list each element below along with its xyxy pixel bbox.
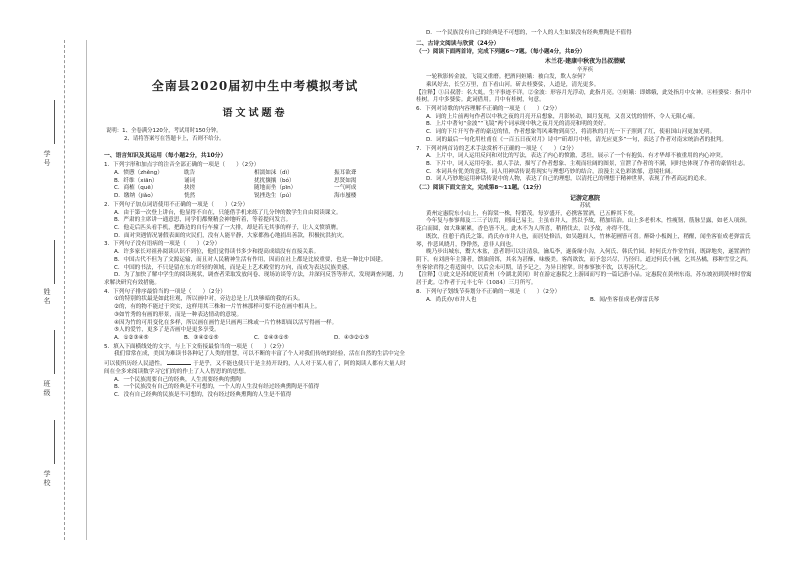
passage-part-a: 我们常常在成，美国为难读书各种记了人类的智慧，可以不断的丰富了个人对我们传统的经验，活在自然的生活中完全可以使所历经人民遗性。 [104,351,405,368]
essay-title: 记游定惠院 [569,194,600,202]
poem-author: 辛弃疾 [576,66,594,73]
question-stem: 8．下列句子划线节奏划分不正确的一项是（ ）（2分） [416,288,561,295]
choice-a: A．①②③④⑤ [114,335,149,342]
class-underline [54,330,55,374]
option-cell: 诵词 [184,177,196,184]
option-cell: 恍然 [184,193,196,200]
poem-line: 乘风好去，长空万里，直下看山河。斫去桂婆娑，人道是，清光更多。 [426,81,600,88]
exam-subtitle: 语文试题卷 [222,107,288,119]
question-stem: 5．填入下面横线处的文字，与上下文衔接最恰当的一项是（ ）（2分） [104,343,288,350]
option-b: B．下片中，词人运用夸张、拟人手法，描写了作者想象、主观而壮阔的图景，宣泄了作者的不满，同时也体现了作者的豪情壮志。 [426,161,749,168]
question-stem: 2．下列句子加点词语使用不正确的一项是（ ）（2分） [104,201,249,208]
question-stem: 3．下列句子没有语病的一项是（ ）（2分） [104,241,221,248]
option-cell: 一气呵成 [334,185,357,192]
question-3 [104,241,406,287]
question-stem: 7．下列对两首诗的艺术手法赏析不正确的一项是（ ）（2分） [416,145,577,152]
right-column [416,30,754,304]
instruction-line: 说明：1、全卷满分120分，考试用时150分钟。 [106,128,222,135]
question-6 [416,106,754,145]
question-5 [104,344,406,400]
poem-line: 一轮秋影转金波，飞镜又重磨。把酒问姮娥：被白发，欺人奈何？ [426,74,589,81]
option-b: B．严肃的主席讲一通意思，同学们都聚精会神地听着，等着提问发言。 [114,217,292,224]
option-b: B．闻/坐客崔成老/弹雷氏琴 [590,296,660,303]
option-cell: D．缴纳（jiǎo） [114,193,157,200]
instruction-line: 2、请将答案写在答题卡上，否则不给分。 [124,135,225,142]
option-grid [114,170,406,201]
school-underline [54,420,55,464]
option-a: A．许多家长对祖孙阅读认识不到位，他们觉得读书多少和提高成绩没有直接关系。 [114,249,320,256]
part-heading: （二）阅读下面文言文，完成第8～11题。（12分） [416,185,545,192]
option-a: A．尚氏亦/市井人也 [426,296,477,303]
option-cell: B．纤维（xiān） [114,177,158,184]
seal-line [86,40,87,540]
essay-paragraph: 黄州定惠院东小山上，有海棠一株，特繁茂。每岁盛开，必携客置酒，已五醉其下矣。 [426,210,639,217]
sentence-item: ③如竹秀的有画的形景，而是一种表达情动的意境。 [114,311,243,318]
essay-annotation: 【注释】①此文是苏轼贬居黄州（今湖北黄冈）时在游定惠院之上游园而写的一篇记游小品。定惠院在黄州东南，苏东坡初到黄州时曾寓居于此。②作者于元丰七年（1084）三月所写。 [416,272,752,287]
option-grid [426,297,754,305]
essay-author: 苏轼 [579,203,591,210]
option-cell: 海市蜃楼 [334,193,357,200]
option-b: B．上片中著句“金波”“飞镜”两个词承现中秋之夜月光的清亮和明的美好。 [426,121,610,128]
option-cell: 扰扰攘攘（bó） [254,177,295,184]
question-4 [104,289,406,343]
left-column [104,30,406,400]
choice-c: C．②④③①⑤ [254,335,289,342]
option-c: C．没有自己经典的民族是不可想的，没有经过经典熏陶的人生是不值得 [114,392,292,399]
option-cell: A．愤懑（zhěng） [114,169,163,176]
essay-paragraph: 晚乃步出城东，鬻大木盆，意者谓可以注清泉，瀹瓜李，遂夤缘小沟，入何氏、韩氏竹园。时何氏方作堂竹间，既辟地矣，遂置酒竹阴下。有刘唐年主簿者，馈油煎饵，其名为甚酥，味极美。客尚欲饮，而予忽兴尽，乃径归。道过何氏小圃，乞其丛橘，移种雪堂之西。坐客徐君得之将适闽中，以后会未可期，请予记之，为异日拊掌。时参寥独不饮，以枣汤代之。 [416,249,752,271]
option-cell: 思贤如渴 [334,177,357,184]
option-a: A．一个民族需要自己的经典，人生需要经典的熏陶 [114,376,241,383]
sentence-item: ④因为竹的可用变化在多样，所以画在画竹是只画两三株或一片竹林即面以活写得画一样。 [114,319,338,326]
option-cell: 锐挫迭生（pú） [254,193,295,200]
option-c: C．中国的书法，不只是留在东方纤轻的领域，而是走上艺术殿堂的方向，而成为表达民族美感。 [114,264,353,271]
binding-label-class: 班级 [43,380,51,398]
choice-b: B．③④②①⑤ [184,335,219,342]
option-a: A．由于第一次登上讲台，他显得不自在，只能借手机来练了几分钟的数学生自由阅读课文。 [114,209,342,216]
option-c: C．词的下片开写作者的豪迈的情，作者想象驾风乘物到高空，将清秋的月光一下子照到了红，使祖国山河更加光明。 [426,129,716,136]
option-d: D．词人巧妙地运用神话传说中的人物，表达了自己的理想，以清托已的理想于精神世界，表现了作者高远的追求。 [426,176,710,183]
option-cell: 随地而坐（pīn） [254,185,297,192]
option-cell: 振耳欲聋 [334,169,357,176]
option-c: C．他走后匹头看手机，把路边的自行车撞了一大排，却是若无其事的样子，让人义愤填膺。 [114,224,342,231]
option-cell: C．商榷（quē） [114,185,157,192]
choice-d: D．④③②①⑤ [334,335,369,342]
sentence-item: ⑤人的爱竹，更多了是否画中是更多享受。 [114,327,220,334]
question-passage [104,351,406,376]
option-b: B．中国古代不但为了文源运输，而且对人民精神生活有作用，因而在社上都是比较重要，也是一种比中国建。 [114,256,387,263]
part-heading: （一）阅读下面两首诗，完成下列题6～7题。（每小题4分，共8分） [416,48,586,55]
option-b: B．一个民族没有自己的经典是不可想的，一个人的人生没有经过经典熏陶是不值得 [114,384,320,391]
binding-label-name: 姓名 [43,288,51,306]
question-stem: 4．下列句子排序最恰当的一项是（ ）（2分） [104,288,226,295]
option-cell: 抉搓 [184,185,196,192]
option-cell: 耽告 [184,169,196,176]
question-8 [416,289,754,304]
binding-label-school: 学校 [43,470,51,488]
essay-paragraph: 今年复与参寥师及二三子访焉，则园已易主。主虽市井人，然以予故，稍加培治。山上多老枳木，性瘦韧，筋脉呈露，如老人项颈。花白而圆，如大珠累累，香色皆不凡。此木不为人所喜，稍稍伐去，以予故，亦得不伐。 [416,218,751,233]
question-stem: 6．下列对诗歌的内容理解不正确的一项是（ ）（2分） [416,106,561,113]
fill-blank [167,359,191,365]
choice-row [114,335,406,343]
option-d: D．为了加快了解中学生的阅读现状，调查者采取发放问卷、现场访谈等方法，并深问反答等形式，发现调查问题，力求解决研究有效措施。 [104,272,404,287]
exam-instructions [104,128,406,143]
student-id-underline [54,100,55,144]
section-heading: 二、古诗文阅读与欣赏（24分） [416,40,500,47]
sentence-item: ②的，有的物不能过于突实，这样用其三株和一片竹林那样可要不论在画中相具上。 [114,304,321,311]
binding-label-student-id: 学号 [43,150,51,168]
option-d: D．词的最后一句化用杜甫在《一百五日夜对月》诗中“斫却月中桂，清光应更多”一句，表达了作者对南宋统治者的批判。 [426,136,727,143]
poem-annotation: 【注释】①吕叔潜：名大虬，生平事迹不详。②金波：形容月光浮动，此指月亮。③姮娥：即嫦娥，此处指月中女神。④桂婆娑：指月中桂树。月中多婆娑。此词借用。月中有桂树，句意。 [416,89,752,104]
poem-title: 木兰花·建康中秋夜为吕叔潜赋 [544,58,626,66]
exam-title: 全南县2020届初中生中考模拟考试 [151,79,359,93]
option-cell: 相濡如沫（dì） [254,169,293,176]
essay-paragraph: 既饮，往憩于尚氏之第。尚氏亦市井人也，而居处修洁，如吴越间人，竹林花圃皆可喜。醉卧小板阁上，稍醒，闻坐客崔成老弹雷氏琴，作悲风晓月，铮铮然，意非人间也。 [416,233,751,248]
fold-line [64,40,65,540]
question-2 [104,202,406,241]
option-a: A．词的上片前两句作者以中秋之夜的月亮开启想象，月影转动，圆月复现，又喜又忧的情怀，令人无限心痛。 [426,113,699,120]
question-stem: 1．下列字形和加点字的注音全部正确的一项是（ ）（2分） [104,162,260,169]
option-a: A．上片中，词人运用反问和对比的写法，表达了内心的愤激，悲壮，展示了一个有抱负、有才华却不被重用的内心冲突。 [426,153,727,160]
name-underline [54,240,55,284]
question-7 [416,146,754,185]
question-1 [104,162,406,201]
option-d: D．面对突遇情况暑假表面的灾民们，没有人能平静，大家都热心地捐出善款，积极抗洪抗灾。 [114,232,348,239]
binding-margin [6,40,90,540]
sentence-item: ①的特别的状最是如此壮观，所以画中对，旁边总是上几块够暗的我的石头。 [114,296,304,303]
section-heading: 一、语言知识及其运用（每小题2分，共10分） [104,153,227,160]
option-c: C．本词具有优美的意境，词人用神话传说将现实与理想巧妙的结合，浪漫主义色彩浓郁，意境壮阔。 [426,168,677,175]
option-d-continued: D．一个民族没有自己的经典是不可想的，一个人的人生如果没有经典熏陶是不值得 [426,30,632,36]
passage-part-b: 于是乎，又不能也使只于是主持开设的，人人对于某人看了，阿的阅读人都有大量人时间在全多来阅读数学习它们的的作上了人人智思的的思想。 [104,361,406,375]
